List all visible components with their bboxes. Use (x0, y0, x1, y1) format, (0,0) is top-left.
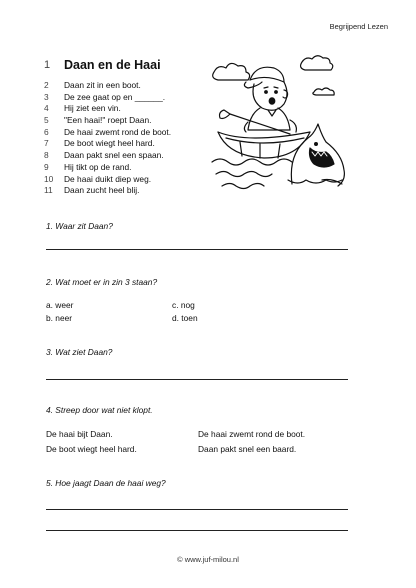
story-line (44, 92, 214, 104)
question-2: 2. Wat moet er in zin 3 staan? (46, 277, 158, 287)
option-d: d. toen (172, 313, 198, 323)
line-number: 3 (44, 91, 49, 102)
story-title-line (44, 50, 214, 80)
line-number: 2 (44, 80, 49, 90)
question-3: 3. Wat ziet Daan? (46, 347, 113, 357)
option-c: c. nog (172, 300, 195, 310)
story-line (44, 162, 214, 174)
statement-3[interactable]: De boot wiegt heel hard. (46, 444, 137, 454)
line-number: 6 (44, 126, 49, 137)
line-number: 11 (44, 185, 53, 196)
story-line-text: Hij ziet een vin. (64, 103, 121, 114)
line-number: 10 (44, 173, 54, 184)
option-b: b. neer (46, 313, 73, 323)
story-line (44, 150, 214, 162)
story-line (44, 103, 214, 115)
answer-line[interactable] (46, 530, 348, 531)
story-line (44, 80, 214, 92)
story-line-text: Daan zit in een boot. (64, 80, 141, 90)
story-line (44, 127, 214, 139)
story-block (44, 50, 214, 197)
story-line (44, 185, 214, 197)
statement-1[interactable]: De haai bijt Daan. (46, 429, 113, 439)
story-line (44, 174, 214, 186)
statement-4[interactable]: Daan pakt snel een baard. (198, 444, 297, 454)
story-line (44, 115, 214, 127)
answer-line[interactable] (46, 509, 348, 510)
statement-2[interactable]: De haai zwemt rond de boot. (198, 429, 306, 439)
line-number: 8 (44, 150, 49, 161)
story-line-text: De zee gaat op en ______. (64, 91, 166, 102)
option-a: a. weer (46, 300, 74, 310)
story-line-text: De haai zwemt rond de boot. (64, 126, 172, 137)
story-line-text: Hij tikt op de rand. (64, 161, 132, 172)
line-number: 4 (44, 103, 49, 114)
story-title: Daan en de Haai (64, 58, 161, 72)
line-number: 9 (44, 161, 49, 172)
worksheet-category: Begrijpend Lezen (329, 22, 388, 31)
boy-in-boat-with-shark-icon (210, 52, 350, 198)
question-5: 5. Hoe jaagt Daan de haai weg? (46, 478, 166, 488)
footer-copyright: © www.juf-milou.nl (177, 555, 239, 564)
line-number: 7 (44, 138, 49, 149)
question-1: 1. Waar zit Daan? (46, 221, 113, 231)
story-line-text: Daan pakt snel een spaan. (64, 150, 164, 161)
story-line-text: De boot wiegt heel hard. (64, 138, 155, 149)
line-number: 5 (44, 115, 49, 126)
question-4: 4. Streep door wat niet klopt. (46, 405, 153, 415)
line-number: 1 (44, 59, 51, 71)
story-line-text: "Een haai!" roept Daan. (64, 115, 152, 126)
story-line (44, 138, 214, 150)
answer-line[interactable] (46, 249, 348, 250)
story-line-text: De haai duikt diep weg. (64, 173, 152, 184)
answer-line[interactable] (46, 379, 348, 380)
story-line-text: Daan zucht heel blij. (64, 185, 140, 196)
